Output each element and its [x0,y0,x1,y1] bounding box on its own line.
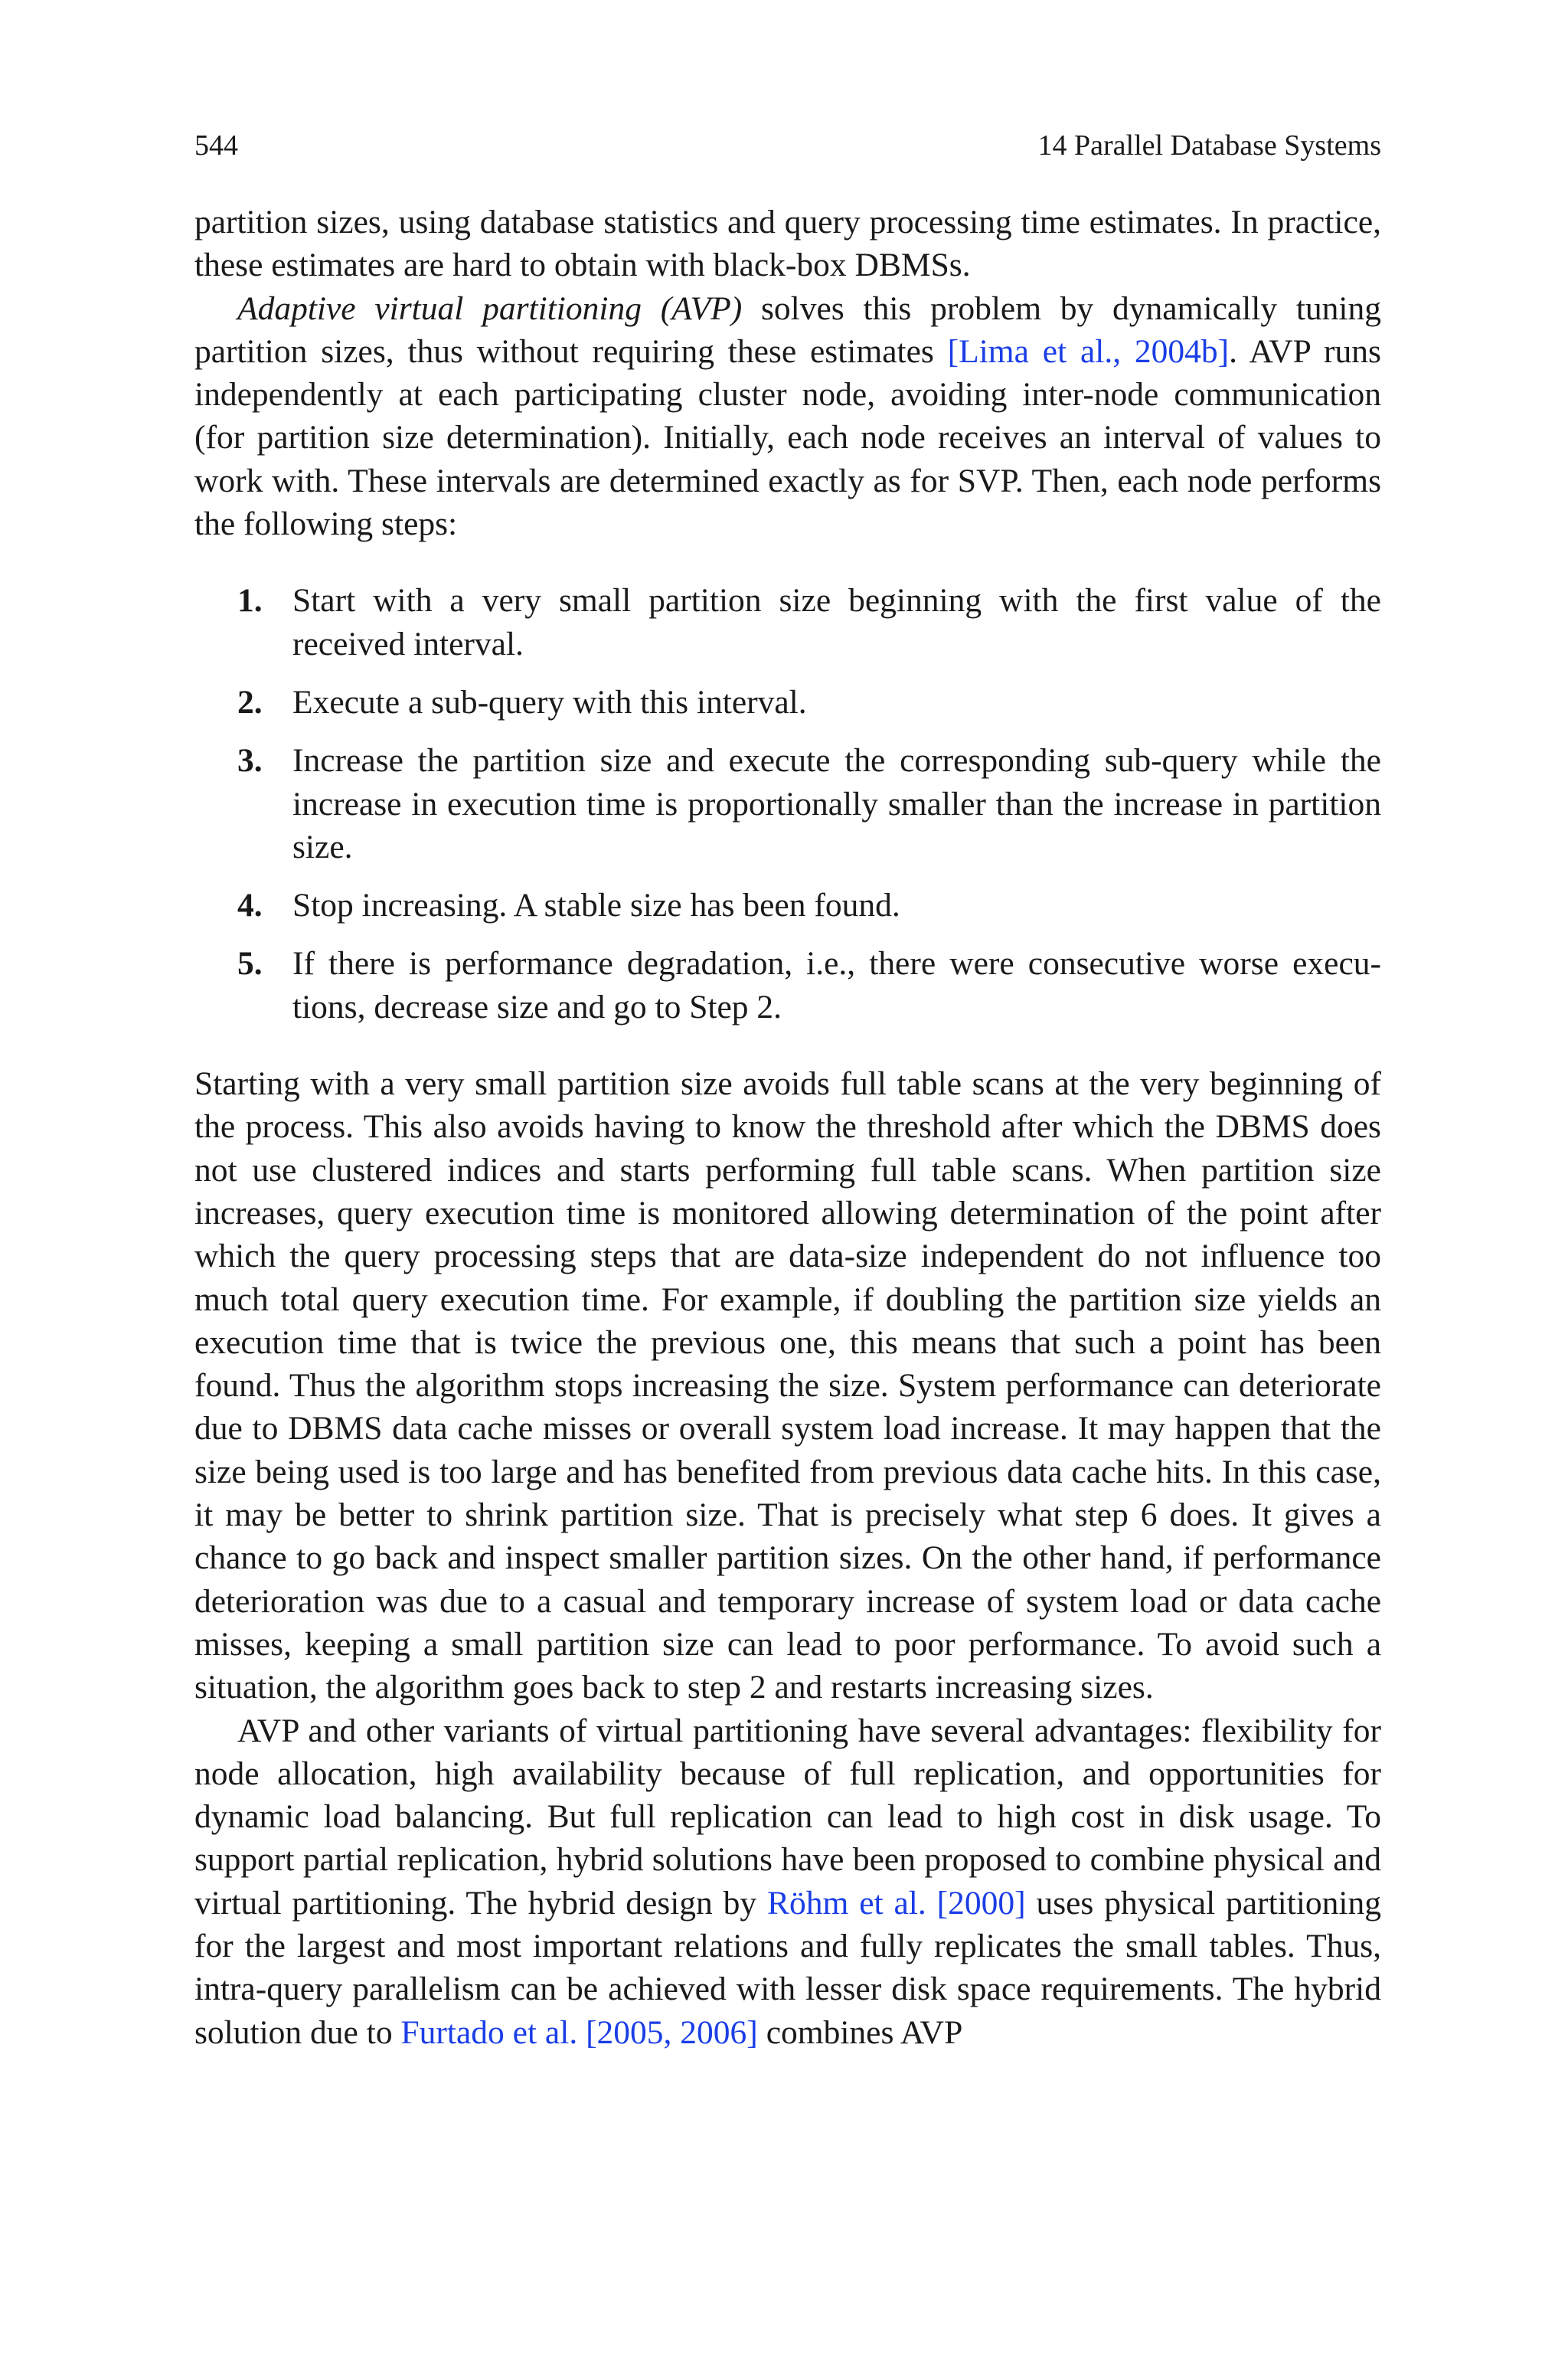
paragraph-text: solves this problem by dynamically tuning partition sizes, thus without requiring these estimates [194,289,1381,370]
step-number: 3. [237,742,263,780]
list-item [194,579,1381,666]
citation-link-furtado-2005-2006[interactable]: Furtado et al. [2005, 2006] [400,2013,758,2051]
step-text: If there is performance degradation, i.e., there were consecutive worse execu-tions, decrease size and go to Step 2. [292,945,1381,1025]
paragraph-avp-intro [194,287,1381,546]
running-title: 14 Parallel Database Systems [1037,129,1381,162]
step-number: 1. [237,582,263,620]
page-number: 544 [194,129,238,162]
list-item [194,681,1381,724]
page-body [194,201,1381,2054]
term-avp: Adaptive virtual partitioning (AVP) [237,289,743,327]
paragraph-text: combines AVP [757,2013,963,2051]
step-text: Stop increasing. A stable size has been found. [292,887,900,924]
list-item [194,739,1381,868]
paragraph-continuation [194,201,1381,287]
paragraph-avp-explanation [194,1062,1381,1709]
paragraph-text: partition sizes, using database statistics and query processing time estimates. In practice, these estimates are hard to obtain with black-box DBMSs. [194,204,1381,284]
list-item [194,884,1381,927]
step-number: 5. [237,945,263,983]
paragraph-text: AVP and other variants of virtual partitioning have several advantages: flexibility for node allocation, high availability because of full replication, and opportunities for dynamic load balancing. But full replication can lead to high cost in disk usage. To support partial replication, hybrid solutions have been proposed to combine physical and virtual partitioning. The hybrid design by [194,1712,1381,1922]
paragraph-text: . AVP runs independently at each participating cluster node, avoiding inter-node communication (for partition size determination). Initially, each node receives an interval of values to work with. These intervals are determined exactly as for SVP. Then, each node performs the following steps: [194,332,1381,543]
step-number: 2. [237,683,263,721]
paragraph-hybrid-solutions [194,1709,1381,2054]
citation-link-rohm-2000[interactable]: Röhm et al. [2000] [767,1884,1026,1922]
step-number: 4. [237,887,263,924]
paragraph-text: uses physical partitioning for the largest and most important relations and fully replicates the small tables. Thus, intra-query parallelism can be achieved with lesser disk space requirements. The hybrid solution due to [194,1884,1382,2051]
step-text: Execute a sub-query with this interval. [292,683,807,721]
avp-steps-list [194,579,1381,1029]
citation-link-lima-2004b[interactable]: [Lima et al., 2004b] [947,332,1230,370]
list-item [194,942,1381,1029]
step-text: Increase the partition size and execute the corresponding sub-query while the increase in execution time is proportionally smaller than the increase in partition size. [292,742,1381,865]
step-text: Start with a very small partition size beginning with the first value of the received interval. [292,582,1381,662]
paragraph-text: Starting with a very small partition size avoids full table scans at the very beginning of the process. This also avoids having to know the threshold after which the DBMS does not use clustered indices and starts performing full table scans. When partition size increases, query execution time is monitored allowing determination of the point after which the query processing steps that are data-size independent do not influence too much total query execution time. For example, if doubling the partition size yields an execution time that is twice the previous one, this means that such a point has been found. Thus the algorithm stops increasing the size. System performance can deteriorate due to DBMS data cache misses or overall system load increase. It may happen that the size being used is too large and has benefited from previous data cache hits. In this case, it may be better to shrink partition size. That is precisely what step 6 does. It gives a chance to go back and inspect smaller partition sizes. On the other hand, if performance deterioration was due to a casual and temporary increase of system load or data cache misses, keeping a small partition size can lead to poor performance. To avoid such a situation, the algorithm goes back to step 2 and restarts increasing sizes. [194,1065,1381,1706]
